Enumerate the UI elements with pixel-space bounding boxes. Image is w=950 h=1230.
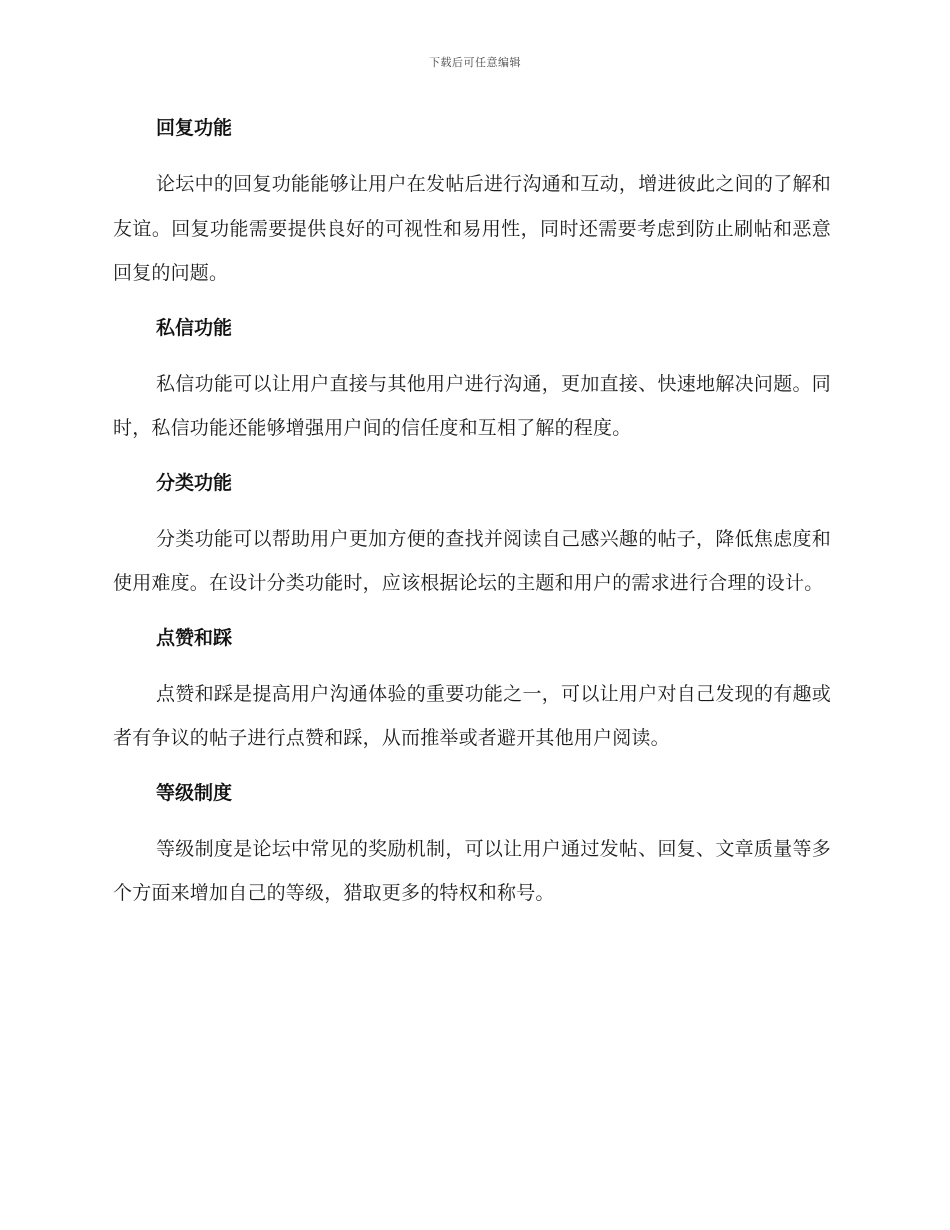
section-body: 私信功能可以让用户直接与其他用户进行沟通，更加直接、快速地解决问题。同时，私信功能还能够增强用户间的信任度和互相了解的程度。 bbox=[113, 372, 831, 439]
section-body: 点赞和踩是提高用户沟通体验的重要功能之一，可以让用户对自己发现的有趣或者有争议的帖子进行点赞和踩，从而推举或者避开其他用户阅读。 bbox=[113, 682, 831, 749]
section-body: 分类功能可以帮助用户更加方便的查找并阅读自己感兴趣的帖子，降低焦虑度和使用难度。在设计分类功能时，应该根据论坛的主题和用户的需求进行合理的设计。 bbox=[113, 527, 831, 594]
section-body: 等级制度是论坛中常见的奖励机制，可以让用户通过发帖、回复、文章质量等多个方面来增加自己的等级，猎取更多的特权和称号。 bbox=[113, 837, 831, 904]
section-heading: 私信功能 bbox=[156, 316, 233, 339]
section-category bbox=[113, 467, 831, 606]
section-like-dislike bbox=[113, 622, 831, 761]
section-reply bbox=[113, 112, 831, 296]
section-level-system bbox=[113, 777, 831, 916]
section-private-message bbox=[113, 312, 831, 451]
section-heading: 回复功能 bbox=[156, 117, 233, 139]
header-note: 下载后可任意编辑 bbox=[429, 56, 521, 69]
section-heading: 等级制度 bbox=[156, 781, 233, 804]
section-heading: 点赞和踩 bbox=[156, 626, 233, 649]
section-body: 论坛中的回复功能能够让用户在发帖后进行沟通和互动，增进彼此之间的了解和友谊。回复功能需要提供良好的可视性和易用性，同时还需要考虑到防止刷帖和恶意回复的问题。 bbox=[113, 173, 831, 284]
section-heading: 分类功能 bbox=[156, 471, 233, 494]
document-content bbox=[113, 112, 831, 932]
